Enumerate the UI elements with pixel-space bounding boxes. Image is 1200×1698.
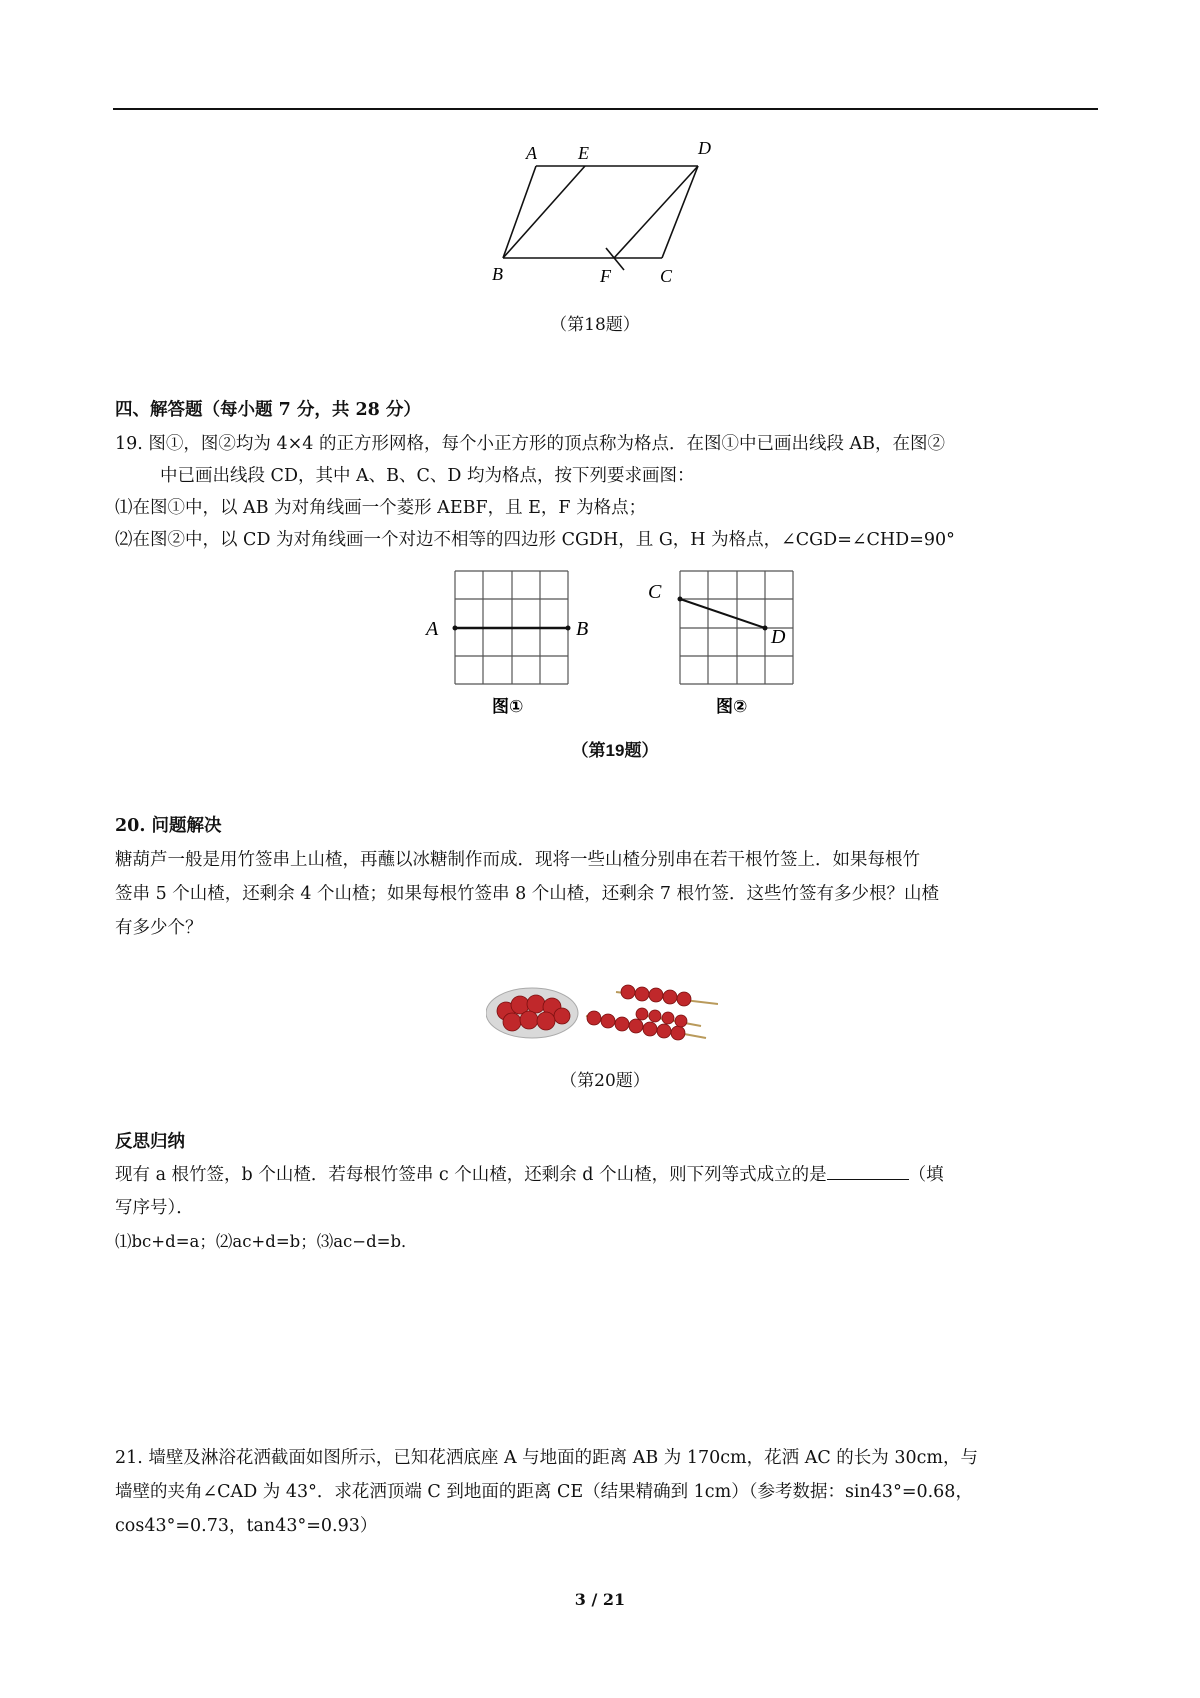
q18-caption: （第18题） [550,315,640,335]
section-heading: 四、解答题（每小题 7 分，共 28 分） [115,400,421,420]
q20-caption: （第20题） [560,1071,650,1091]
reflect-line2: 写序号）． [115,1198,194,1218]
q19-caption: （第19题） [571,741,659,760]
reflect-options: ⑴bc+d=a；⑵ac+d=b；⑶ac−d=b． [115,1232,418,1251]
grid2-label-d: D [771,626,786,648]
q21-line3: cos43°=0.73，tan43°=0.93） [115,1516,378,1536]
grid1-name: 图① [492,697,524,716]
q18-parallelogram-figure [480,138,720,288]
label-e: E [578,143,589,163]
q20-title: 20. 问题解决 [115,816,222,836]
q19-line4: ⑵在图②中，以 CD 为对角线画一个对边不相等的四边形 CGDH，且 G，H 为格点，∠CGD=∠CHD=90° [115,530,955,550]
reflect-line1-text: 现有 a 根竹签，b 个山楂．若每根竹签串 c 个山楂，还剩余 d 个山楂，则下列等式成立的是 [115,1165,827,1185]
q19-line2: 中已画出线段 CD，其中 A、B、C、D 均为格点，按下列要求画图： [160,466,695,486]
q19-grid-figure-1 [420,566,595,716]
grid2-name: 图② [716,697,748,716]
q20-paragraph-line1: 糖葫芦一般是用竹签串上山楂，再蘸以冰糖制作而成．现将一些山楂分别串在若干根竹签上．如果每根竹 [115,850,920,870]
q21-line2: 墙壁的夹角∠CAD 为 43°．求花洒顶端 C 到地面的距离 CE（结果精确到 1cm）（参考数据：sin43°=0.68， [115,1482,973,1502]
grid2-label-c: C [648,581,662,603]
side-dc [662,166,698,258]
label-d: D [698,138,711,158]
q20-paragraph-line3: 有多少个？ [115,918,203,938]
side-ba [503,166,536,258]
answer-blank[interactable] [827,1163,909,1180]
grid1-label-a: A [426,618,439,640]
grid1-label-b: B [576,618,589,640]
q19-line3: ⑴在图①中，以 AB 为对角线画一个菱形 AEBF，且 E，F 为格点； [115,498,647,518]
header-rule [113,108,1098,110]
label-f: F [600,266,611,286]
reflect-line1 [115,1163,944,1187]
tanghulu-image [486,978,718,1050]
reflect-line1-tail: （填 [908,1165,944,1185]
segment-cd [680,599,765,628]
q19-grid-figure-2 [640,566,815,716]
label-a: A [526,143,537,163]
label-c: C [660,266,673,286]
page-number: 3 / 21 [574,1590,626,1609]
segment-df [614,166,698,258]
q21-line1: 21. 墙壁及淋浴花洒截面如图所示，已知花洒底座 A 与地面的距离 AB 为 170cm，花洒 AC 的长为 30cm，与 [115,1448,979,1468]
segment-be [503,166,585,258]
q19-line1: 19. 图①，图②均为 4×4 的正方形网格，每个小正方形的顶点称为格点．在图①中已画出线段 AB，在图② [115,434,946,454]
q20-paragraph-line2: 签串 5 个山楂，还剩余 4 个山楂；如果每根竹签串 8 个山楂，还剩余 7 根竹签．这些竹签有多少根？山楂 [115,884,940,904]
label-b: B [492,264,503,284]
reflect-title: 反思归纳 [115,1132,185,1152]
